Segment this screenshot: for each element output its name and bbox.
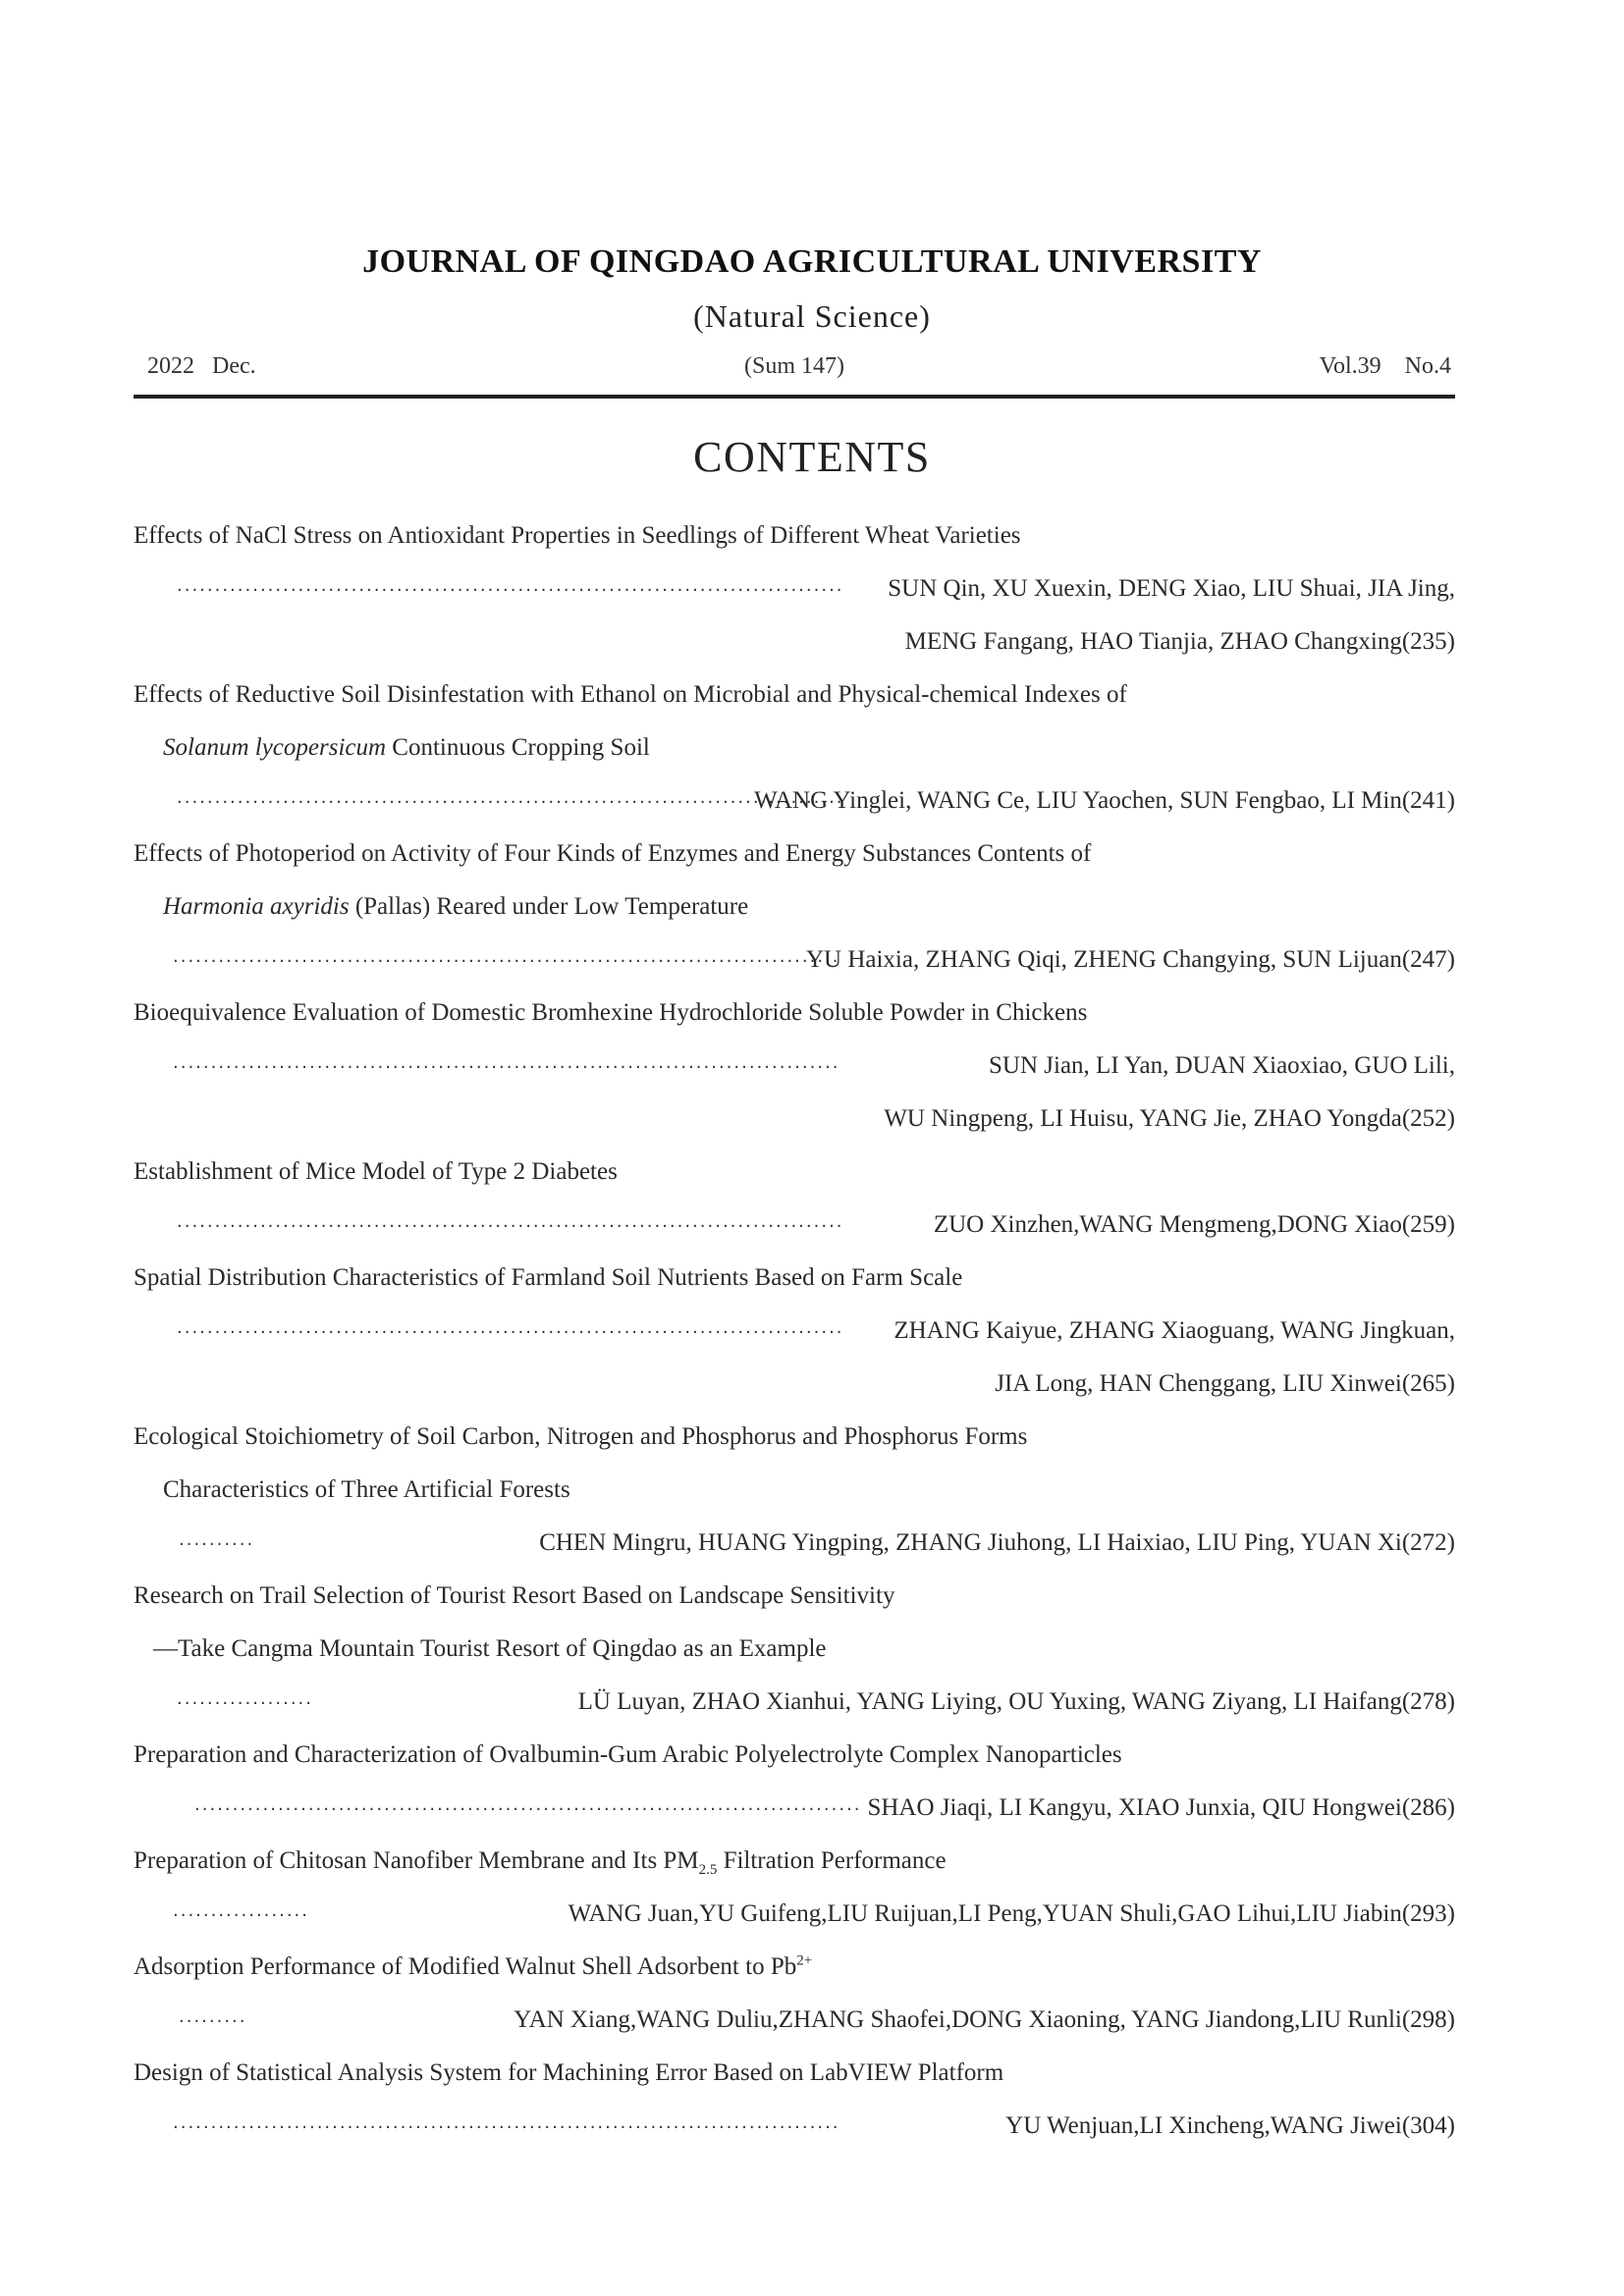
author-list: LÜ Luyan, ZHAO Xianhui, YANG Liying, OU Yuxing, WANG Ziyang, LI Haifang(278) — [577, 1688, 1455, 1715]
author-list: YU Wenjuan,LI Xincheng,WANG Jiwei(304) — [1005, 2112, 1455, 2139]
author-list: CHEN Mingru, HUANG Yingping, ZHANG Jiuhong, LI Haixiao, LIU Ping, YUAN Xi(272) — [539, 1529, 1455, 1556]
author-list: YU Haixia, ZHANG Qiqi, ZHENG Changying, SUN Lijuan(247) — [805, 946, 1455, 973]
article-title-continued — [163, 887, 1455, 927]
leader-dots: ························································································ — [173, 2117, 840, 2138]
issue-volume: Vol.39 No.4 — [1319, 353, 1451, 379]
author-list-continued: WU Ningpeng, LI Huisu, YANG Jie, ZHAO Yongda(252) — [884, 1105, 1455, 1132]
leader-dots: ························································································ — [177, 580, 844, 601]
article-authors — [194, 1789, 1455, 1828]
species-name: Solanum lycopersicum — [163, 734, 387, 761]
article-authors — [173, 1895, 1455, 1934]
article-authors — [179, 2001, 1455, 2040]
issue-sum: (Sum 147) — [744, 353, 844, 379]
leader-dots: ························································································ — [173, 1057, 840, 1078]
author-list: YAN Xiang,WANG Duliu,ZHANG Shaofei,DONG Xiaoning, YANG Jiandong,LIU Runli(298) — [514, 2006, 1455, 2033]
leader-dots: ························································································ — [177, 1216, 844, 1237]
journal-subtitle: (Natural Science) — [693, 298, 931, 334]
author-list: WANG Juan,YU Guifeng,LIU Ruijuan,LI Peng,YUAN Shuli,GAO Lihui,LIU Jiabin(293) — [568, 1900, 1455, 1927]
superscript: 2+ — [796, 1952, 813, 1969]
article-authors — [173, 1046, 1455, 1086]
title-text: Preparation of Chitosan Nanofiber Membrane and Its PM — [134, 1847, 699, 1874]
title-text: Continuous Cropping Soil — [386, 734, 650, 761]
species-name: Harmonia axyridis — [163, 893, 350, 920]
article-title-continued: Characteristics of Three Artificial Forests — [163, 1476, 570, 1503]
article-title: Design of Statistical Analysis System for Machining Error Based on LabVIEW Platform — [134, 2059, 1004, 2086]
leader-dots: ·················· — [177, 1693, 313, 1714]
article-title: Bioequivalence Evaluation of Domestic Bromhexine Hydrochloride Soluble Powder in Chickens — [134, 999, 1088, 1026]
author-list-continued: JIA Long, HAN Chenggang, LIU Xinwei(265) — [995, 1370, 1455, 1397]
article-title: Research on Trail Selection of Tourist Resort Based on Landscape Sensitivity — [134, 1582, 895, 1609]
issue-date: 2022 Dec. — [147, 353, 256, 379]
article-title: Ecological Stoichiometry of Soil Carbon, Nitrogen and Phosphorus and Phosphorus Forms — [134, 1423, 1028, 1450]
issue-meta-row — [134, 353, 1455, 389]
leader-dots: ························································································ — [173, 951, 840, 972]
article-authors — [173, 940, 1455, 980]
article-title-continued: —Take Cangma Mountain Tourist Resort of Qingdao as an Example — [153, 1635, 827, 1662]
author-list: SUN Qin, XU Xuexin, DENG Xiao, LIU Shuai, JIA Jing, — [888, 575, 1455, 602]
author-list: ZHANG Kaiyue, ZHANG Xiaoguang, WANG Jingkuan, — [893, 1317, 1455, 1344]
author-list: WANG Yinglei, WANG Ce, LIU Yaochen, SUN Fengbao, LI Min(241) — [754, 787, 1455, 814]
leader-dots: ·················· — [173, 1905, 309, 1926]
leader-dots: ·········· — [179, 1534, 255, 1555]
leader-dots: ········· — [179, 2011, 247, 2032]
contents-heading: CONTENTS — [693, 433, 931, 481]
article-title — [134, 1842, 1455, 1881]
journal-title: JOURNAL OF QINGDAO AGRICULTURAL UNIVERSITY — [362, 243, 1262, 280]
article-title — [134, 1948, 1455, 1987]
article-authors — [173, 2107, 1455, 2146]
article-authors — [177, 569, 1455, 609]
author-list-continued: MENG Fangang, HAO Tianjia, ZHAO Changxing(235) — [904, 628, 1455, 655]
article-authors — [177, 1311, 1455, 1351]
article-authors — [177, 1682, 1455, 1722]
author-list: SHAO Jiaqi, LI Kangyu, XIAO Junxia, QIU Hongwei(286) — [867, 1794, 1455, 1821]
article-title: Effects of Reductive Soil Disinfestation with Ethanol on Microbial and Physical-chemical Indexes of — [134, 681, 1127, 708]
title-text: Filtration Performance — [717, 1847, 947, 1874]
article-title: Spatial Distribution Characteristics of Farmland Soil Nutrients Based on Farm Scale — [134, 1264, 963, 1291]
article-authors — [177, 781, 1455, 821]
header-rule — [134, 395, 1455, 399]
title-text: Adsorption Performance of Modified Walnut Shell Adsorbent to Pb — [134, 1953, 797, 1980]
article-authors — [177, 1205, 1455, 1245]
author-list: ZUO Xinzhen,WANG Mengmeng,DONG Xiao(259) — [933, 1211, 1455, 1238]
article-title-continued — [163, 728, 1455, 768]
article-title: Preparation and Characterization of Ovalbumin-Gum Arabic Polyelectrolyte Complex Nanoparticles — [134, 1741, 1122, 1768]
article-title: Effects of NaCl Stress on Antioxidant Properties in Seedlings of Different Wheat Varieties — [134, 522, 1021, 549]
author-list: SUN Jian, LI Yan, DUAN Xiaoxiao, GUO Lili, — [989, 1052, 1455, 1079]
leader-dots: ························································································ — [177, 1322, 844, 1343]
subscript: 2.5 — [698, 1862, 718, 1878]
article-authors — [179, 1523, 1455, 1563]
article-title: Establishment of Mice Model of Type 2 Diabetes — [134, 1158, 618, 1185]
article-title: Effects of Photoperiod on Activity of Four Kinds of Enzymes and Energy Substances Contents of — [134, 840, 1092, 867]
title-text: (Pallas) Reared under Low Temperature — [349, 893, 749, 920]
leader-dots: ························································································ — [194, 1799, 862, 1820]
leader-dots: ························································································ — [177, 792, 844, 813]
